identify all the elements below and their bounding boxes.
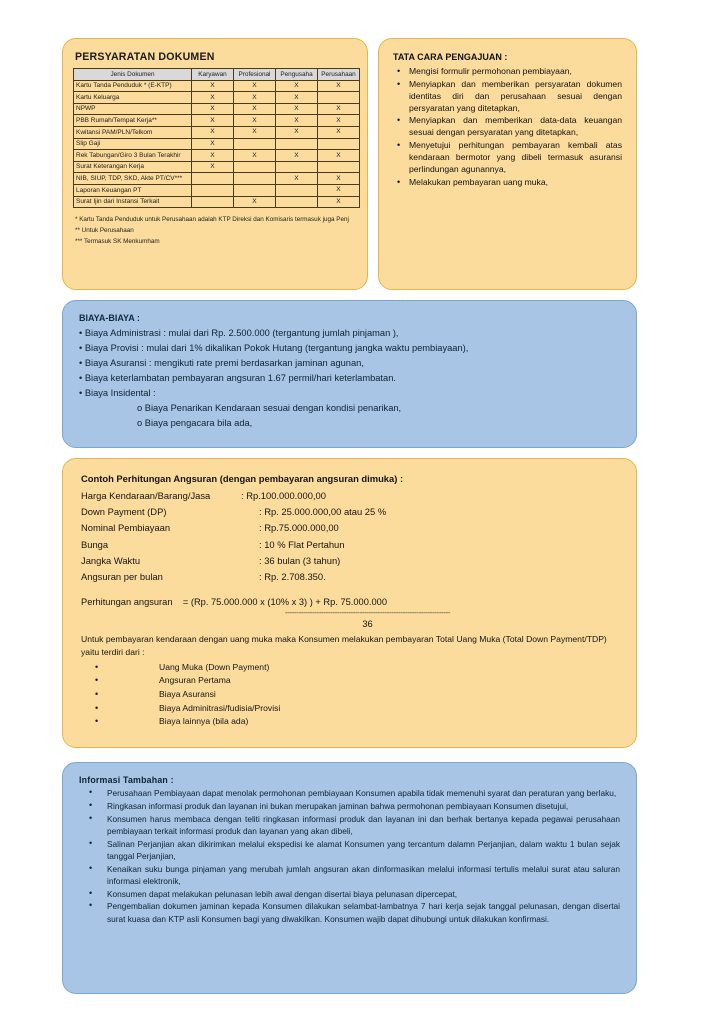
row-label: Kartu Tanda Penduduk * (E-KTP) xyxy=(74,80,192,92)
row-label: Laporan Keuangan PT xyxy=(74,184,192,196)
list-item: • Menyiapkan dan memberikan data-data keuangan sesuai dengan persyaratan yang ditetapkan, xyxy=(409,115,622,139)
list-item: • Ringkasan informasi produk dan layanan ini bukan merupakan jaminan bahwa permohonan pembiayaan Konsumen disetujui, xyxy=(79,800,620,812)
row-label: Kartu Keluarga xyxy=(74,92,192,104)
table-body xyxy=(74,80,360,208)
list-item: • Konsumen harus membaca dengan teliti ringkasan informasi produk dan layanan ini dan berhak bertanya kepada pegawai perusahaan pembiayaan terkait informasi produk dan layanan yang akan dibeli, xyxy=(79,813,620,838)
cell-mark xyxy=(276,138,318,150)
example-label: Jangka Waktu xyxy=(81,554,141,566)
cell-mark: X xyxy=(192,115,234,127)
row-label: Slip Gaji xyxy=(74,138,192,150)
example-row xyxy=(81,537,618,553)
example-value: : Rp. 25.000.000,00 atau 25 % xyxy=(259,506,387,518)
list-item: • Pengembalian dokumen jaminan kepada Konsumen dilakukan selambat-lambatnya 7 hari kerja sejak tanggal pelunasan, dengan disertai surat kuasa dan KTP asli Konsumen bagi yang diwakilkan. Konsumen wajib dapat dihubungi untuk dilakukan konfirmasi. xyxy=(79,900,620,925)
example-value: : Rp. 2.708.350. xyxy=(259,570,326,582)
tata-cara-list xyxy=(393,66,622,189)
table-row xyxy=(74,126,360,138)
list-item: • Menyetujui perhitungan pembayaran kembali atas kendaraan bermotor yang dibeli termasuk asuransi perlindungan agunannya, xyxy=(409,140,622,176)
list-item: • Kenaikan suku bunga pinjaman yang merubah jumlah angsuran akan dinformasikan melalui informasi tertulis melalui surat atau saluran informasi elektronik, xyxy=(79,863,620,888)
tdp-list xyxy=(81,661,618,729)
row-label: Kwitansi PAM/PLN/Telkom xyxy=(74,126,192,138)
cell-mark: X xyxy=(192,80,234,92)
example-label: Harga Kendaraan/Barang/Jasa xyxy=(81,490,211,501)
informasi-tambahan-list xyxy=(79,787,620,925)
cell-mark xyxy=(318,92,360,104)
fee-line: • Biaya keterlambatan pembayaran angsuran 1.67 permil/hari keterlambatan. xyxy=(79,373,396,384)
cell-mark xyxy=(276,196,318,208)
example-label: Bunga xyxy=(81,538,109,550)
row-label: Surat Keterangan Kerja xyxy=(74,161,192,173)
list-item: • Perusahaan Pembiayaan dapat menolak permohonan pembiayaan Konsumen apabila tidak memenuhi syarat dan peraturan yang berlaku, xyxy=(79,787,620,799)
formula-divider: ------------------------------------------------------------------------- xyxy=(284,608,451,618)
table-row xyxy=(74,150,360,162)
column-header-karyawan: Karyawan xyxy=(192,69,234,81)
row-label: Surat Ijin dari Instansi Terkait xyxy=(74,196,192,208)
cell-mark: X xyxy=(318,80,360,92)
example-value: : 10 % Flat Pertahun xyxy=(259,538,345,550)
persyaratan-footnotes xyxy=(75,214,357,247)
cell-mark xyxy=(192,196,234,208)
persyaratan-dokumen-title: PERSYARATAN DOKUMEN xyxy=(75,51,215,63)
example-row xyxy=(81,488,618,504)
informasi-tambahan-title: Informasi Tambahan : xyxy=(79,775,174,785)
example-label: Down Payment (DP) xyxy=(81,506,167,518)
list-item: • Uang Muka (Down Payment) xyxy=(81,661,618,675)
list-item: • Biaya Asuransi xyxy=(81,688,618,702)
fee-line: • Biaya Asuransi : mengikuti rate premi berdasarkan jaminan agunan, xyxy=(79,358,364,369)
cell-mark: X xyxy=(318,103,360,115)
table-row xyxy=(74,161,360,173)
list-item: • Angsuran Pertama xyxy=(81,674,618,688)
formula-row xyxy=(81,597,618,607)
column-header-perusahaan: Perusahaan xyxy=(318,69,360,81)
cell-mark xyxy=(234,184,276,196)
biaya-biaya-panel xyxy=(62,300,637,448)
example-row xyxy=(81,569,618,585)
example-row xyxy=(81,520,618,536)
footnote-1: * Kartu Tanda Penduduk untuk Perusahaan adalah KTP Direksi dan Komisaris termasuk juga Penj xyxy=(75,216,349,224)
row-label: NIB, SIUP, TDP, SKD, Akte PT/CV*** xyxy=(74,173,192,185)
cell-mark: X xyxy=(318,150,360,162)
table-row xyxy=(74,80,360,92)
list-item: • Menyiapkan dan memberikan persyaratan dokumen identitas diri dan perusahaan sesuai dengan persyaratan yang ditetapkan, xyxy=(409,79,622,115)
cell-mark: X xyxy=(318,196,360,208)
cell-mark xyxy=(192,184,234,196)
formula-denominator: 36 xyxy=(362,619,373,630)
cell-mark: X xyxy=(276,150,318,162)
cell-mark: X xyxy=(318,173,360,185)
cell-mark xyxy=(192,173,234,185)
cell-mark: X xyxy=(318,115,360,127)
cell-mark: X xyxy=(276,126,318,138)
table-row xyxy=(74,115,360,127)
cell-mark: X xyxy=(192,161,234,173)
cell-mark: X xyxy=(192,126,234,138)
table-row xyxy=(74,184,360,196)
fee-sub-line: o Biaya pengacara bila ada, xyxy=(137,418,253,429)
row-label: PBB Rumah/Tempat Kerja** xyxy=(74,115,192,127)
example-value: : 36 bulan (3 tahun) xyxy=(259,554,341,566)
column-header-profesional: Profesional xyxy=(234,69,276,81)
row-label: NPWP xyxy=(74,103,192,115)
cell-mark: X xyxy=(276,103,318,115)
table-row xyxy=(74,138,360,150)
footnote-2: ** Untuk Perusahaan xyxy=(75,227,134,235)
contoh-perhitungan-title: Contoh Perhitungan Angsuran (dengan pembayaran angsuran dimuka) : xyxy=(81,473,404,484)
table-row xyxy=(74,196,360,208)
fee-line: • Biaya Provisi : mulai dari 1% dikalikan Pokok Hutang (tergantung jangka waktu pembiayaan), xyxy=(79,343,469,354)
cell-mark: X xyxy=(192,103,234,115)
example-label: Angsuran per bulan xyxy=(81,570,163,582)
list-item: • Mengisi formulir permohonan pembiayaan, xyxy=(409,66,622,78)
fee-sub-line: o Biaya Penarikan Kendaraan sesuai dengan kondisi penarikan, xyxy=(137,403,402,414)
cell-mark: X xyxy=(318,126,360,138)
list-item: • Melakukan pembayaran uang muka, xyxy=(409,177,622,189)
cell-mark: X xyxy=(192,150,234,162)
table-row xyxy=(74,173,360,185)
tata-cara-title: TATA CARA PENGAJUAN : xyxy=(393,52,508,62)
cell-mark xyxy=(276,161,318,173)
cell-mark: X xyxy=(276,115,318,127)
cell-mark: X xyxy=(318,184,360,196)
cell-mark: X xyxy=(276,80,318,92)
footnote-3: *** Termasuk SK Menkumham xyxy=(75,238,160,246)
cell-mark: X xyxy=(234,115,276,127)
column-header-jenis-dokumen: Jenis Dokumen xyxy=(74,69,192,81)
persyaratan-dokumen-table xyxy=(73,68,360,208)
cell-mark xyxy=(318,138,360,150)
row-label: Rek Tabungan/Giro 3 Bulan Terakhir xyxy=(74,150,192,162)
cell-mark: X xyxy=(276,92,318,104)
cell-mark: X xyxy=(234,196,276,208)
example-label: Nominal Pembiayaan xyxy=(81,522,171,534)
cell-mark xyxy=(318,161,360,173)
list-item: • Konsumen dapat melakukan pelunasan lebih awal dengan disertai biaya pelunasan dipercepat, xyxy=(79,888,620,900)
biaya-biaya-title: BIAYA-BIAYA : xyxy=(79,313,140,323)
example-row xyxy=(81,553,618,569)
cell-mark: X xyxy=(234,80,276,92)
persyaratan-dokumen-panel xyxy=(62,38,368,290)
cell-mark: X xyxy=(192,138,234,150)
example-row xyxy=(81,504,618,520)
cell-mark xyxy=(276,184,318,196)
cell-mark xyxy=(234,161,276,173)
list-item: • Biaya lainnya (bila ada) xyxy=(81,715,618,729)
cell-mark: X xyxy=(234,126,276,138)
formula-numerator: = (Rp. 75.000.000 x (10% x 3) ) + Rp. 75.000.000 xyxy=(182,597,387,608)
tdp-paragraph: Untuk pembayaran kendaraan dengan uang muka maka Konsumen melakukan pembayaran Total Uang Muka (Total Down Payment/TDP) yaitu terdiri dari : xyxy=(81,634,607,657)
cell-mark: X xyxy=(234,150,276,162)
example-value: : Rp.100.000.000,00 xyxy=(241,490,326,501)
contoh-perhitungan-panel xyxy=(62,458,637,748)
cell-mark xyxy=(234,138,276,150)
cell-mark: X xyxy=(276,173,318,185)
table-header-row xyxy=(74,69,360,81)
formula-label: Perhitungan angsuran xyxy=(81,597,173,608)
table-row xyxy=(74,103,360,115)
list-item: • Salinan Perjanjian akan dikirimkan melalui ekspedisi ke alamat Konsumen yang tercantum dalamn Perjanjian, dalam waktu 1 bulan sejak tanggal Perjanjian, xyxy=(79,838,620,863)
list-item: • Biaya Adminitrasi/fudisia/Provisi xyxy=(81,702,618,716)
fee-line: • Biaya Administrasi : mulai dari Rp. 2.500.000 (tergantung jumlah pinjaman ), xyxy=(79,328,399,338)
cell-mark xyxy=(234,173,276,185)
column-header-pengusaha: Pengusaha xyxy=(276,69,318,81)
cell-mark: X xyxy=(234,92,276,104)
cell-mark: X xyxy=(234,103,276,115)
cell-mark: X xyxy=(192,92,234,104)
fee-line: • Biaya Insidental : xyxy=(79,388,156,399)
example-value: : Rp.75.000.000,00 xyxy=(259,522,339,534)
tata-cara-pengajuan-panel xyxy=(378,38,637,290)
informasi-tambahan-panel xyxy=(62,762,637,994)
table-row xyxy=(74,92,360,104)
